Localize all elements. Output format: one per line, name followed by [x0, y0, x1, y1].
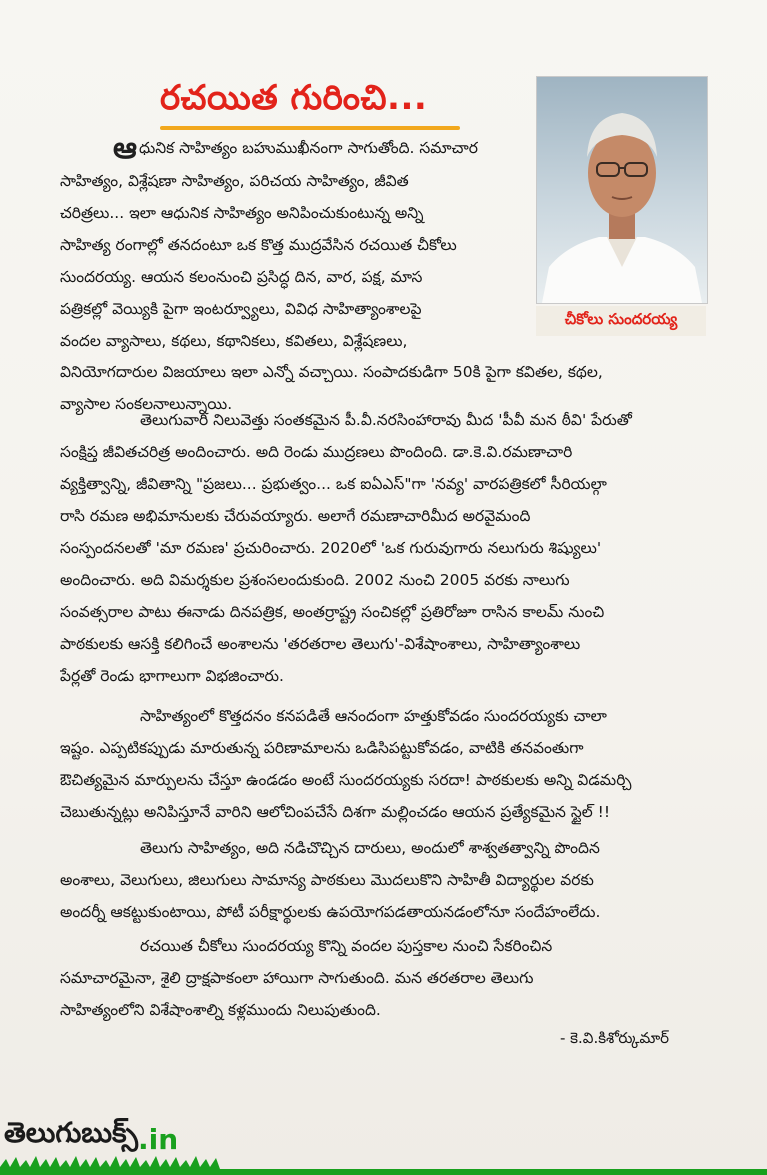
text-line: వందల వ్యాసాలు, కథలు, కథానికలు, కవితలు, విశ్లేషణలు, [60, 332, 408, 350]
text-line: సాహిత్యం, విశ్లేషణా సాహిత్యం, పరిచయ సాహిత్యం, జీవిత [60, 172, 409, 190]
watermark-tld: in [148, 1123, 179, 1156]
text-line: చెబుతున్నట్లు అనిపిస్తూనే వారిని ఆలోచింపచేసే దిశగా మల్లించడం ఆయన ప్రత్యేకమైన స్టైల్ !! [60, 803, 611, 821]
text-line: సంక్షిప్త జీవితచరిత్ర అందించారు. అది రెండు ముద్రణలు పొందింది. డా.కె.వి.రమణాచారి [60, 443, 573, 461]
paragraph-readers [60, 832, 710, 928]
text-line: వినియోగదారుల విజయాలు ఇలా ఎన్నో వచ్చాయి. సంపాదకుడిగా 50కి పైగా కవితల, కథల, [60, 363, 603, 381]
paragraph-works [60, 404, 710, 692]
text-line: పేర్లతో రెండు భాగాలుగా విభజించారు. [60, 667, 284, 685]
text-line: సాహిత్యంలోని విశేషాంశాల్ని కళ్లముందు నిలుపుతుంది. [60, 1001, 381, 1019]
text-line: సుందరయ్య. ఆయన కలంనుంచి ప్రసిద్ధ దిన, వార, పక్ష, మాస [60, 268, 423, 286]
text-line: వ్యక్తిత్వాన్ని, జీవితాన్ని "ప్రజలు... ప్రభుత్వం... ఒక ఐఏఎస్"గా 'నవ్య' వారపత్రికలో సీరియల్గా [60, 475, 607, 493]
text-line: రచయిత చీకోలు సుందరయ్య కొన్ని వందల పుస్తకాల నుంచి సేకరించిన [140, 937, 553, 955]
text-line: తెలుగు సాహిత్యం, అది నడిచొచ్చిన దారులు, అందులో శాశ్వతత్వాన్ని పొందిన [140, 839, 600, 857]
text-line: ఇష్టం. ఎప్పటికప్పుడు మారుతున్న పరిణామాలను ఒడిసిపట్టుకోవడం, వాటికి తనవంతుగా [60, 739, 584, 757]
text-line: తెలుగువారి నిలువెత్తు సంతకమైన పీ.వీ.నరసింహారావు మీద 'పీవీ మన ఠీవి' పేరుతో [140, 411, 632, 429]
text-line: పత్రికల్లో వెయ్యికి పైగా ఇంటర్వ్యూలు, వివిధ సాహిత్యాంశాలపై [60, 300, 422, 318]
text-line: ఔచిత్యమైన మార్పులను చేస్తూ ఉండడం అంటే సుందరయ్యకు సరదా! పాఠకులకు అన్ని విడమర్చి [60, 771, 632, 789]
watermark-dot: . [138, 1123, 149, 1156]
text-line: సంవత్సరాల పాటు ఈనాడు దినపత్రిక, అంతర్రాష్ట్ర సంచికల్లో ప్రతిరోజూ రాసిన కాలమ్ నుంచి [60, 603, 605, 621]
title-underline [160, 126, 460, 130]
watermark-logo [4, 1118, 178, 1156]
text-line: సాహిత్యంలో కొత్తదనం కనపడితే ఆనందంగా హత్తుకోవడం సుందరయ్యకు చాలా [140, 707, 607, 725]
author-caption: చీకోలు సుందరయ్య [536, 306, 706, 336]
text-line: అంశాలు, వెలుగులు, జిలుగులు సామాన్య పాఠకులు మొదలుకొని సాహితీ విద్యార్థుల వరకు [60, 871, 594, 889]
paragraph-intro [60, 132, 710, 357]
paragraph-closing [60, 930, 710, 1026]
text-line: సంస్పందనలతో 'మా రమణ' ప్రచురించారు. 2020లో 'ఒక గురువుగారు నలుగురు శిష్యులు' [60, 539, 602, 557]
watermark-grass [0, 1155, 767, 1175]
text-line: సాహిత్య రంగాల్లో తనదంటూ ఒక కొత్త ముద్రవేసిన రచయిత చీకోలు [60, 236, 457, 254]
text-line: అందించారు. అది విమర్శకుల ప్రశంసలందుకుంది. 2002 నుంచి 2005 వరకు నాలుగు [60, 571, 570, 589]
paragraph-style [60, 700, 710, 828]
watermark-brand: తెలుగుబుక్స్ [4, 1116, 139, 1149]
text-line: ఆధునిక సాహిత్యం బహుముఖీనంగా సాగుతోంది. సమాచార [113, 132, 478, 165]
drop-cap: ఆ [113, 132, 137, 165]
text-line: సమాచారమైనా, శైలి ద్రాక్షపాకంలా హాయిగా సాగుతుంది. మన తరతరాల తెలుగు [60, 969, 534, 987]
text-line: రాసి రమణ అభిమానులకు చేరువయ్యారు. అలాగే రమణాచారిమీద అరవైమంది [60, 507, 531, 525]
text-line: అందర్నీ ఆకట్టుకుంటాయి, పోటీ పరీక్షార్థులకు ఉపయోగపడతాయనడంలోనూ సందేహంలేదు. [60, 903, 601, 921]
text-line: వ్యాసాల సంకలనాలున్నాయి. [60, 395, 233, 413]
text-line: పాఠకులకు ఆసక్తి కలిగించే అంశాలను 'తరతరాల తెలుగు'-విశేషాంశాలు, సాహిత్యాంశాలు [60, 635, 581, 653]
text-line: చరిత్రలు... ఇలా ఆధునిక సాహిత్యం అనిపించుకుంటున్న అన్ని [60, 204, 424, 222]
review-signature: - కె.వి.కిశోర్కుమార్ [560, 1029, 670, 1047]
page-title: రచయిత గురించి... [160, 78, 428, 118]
